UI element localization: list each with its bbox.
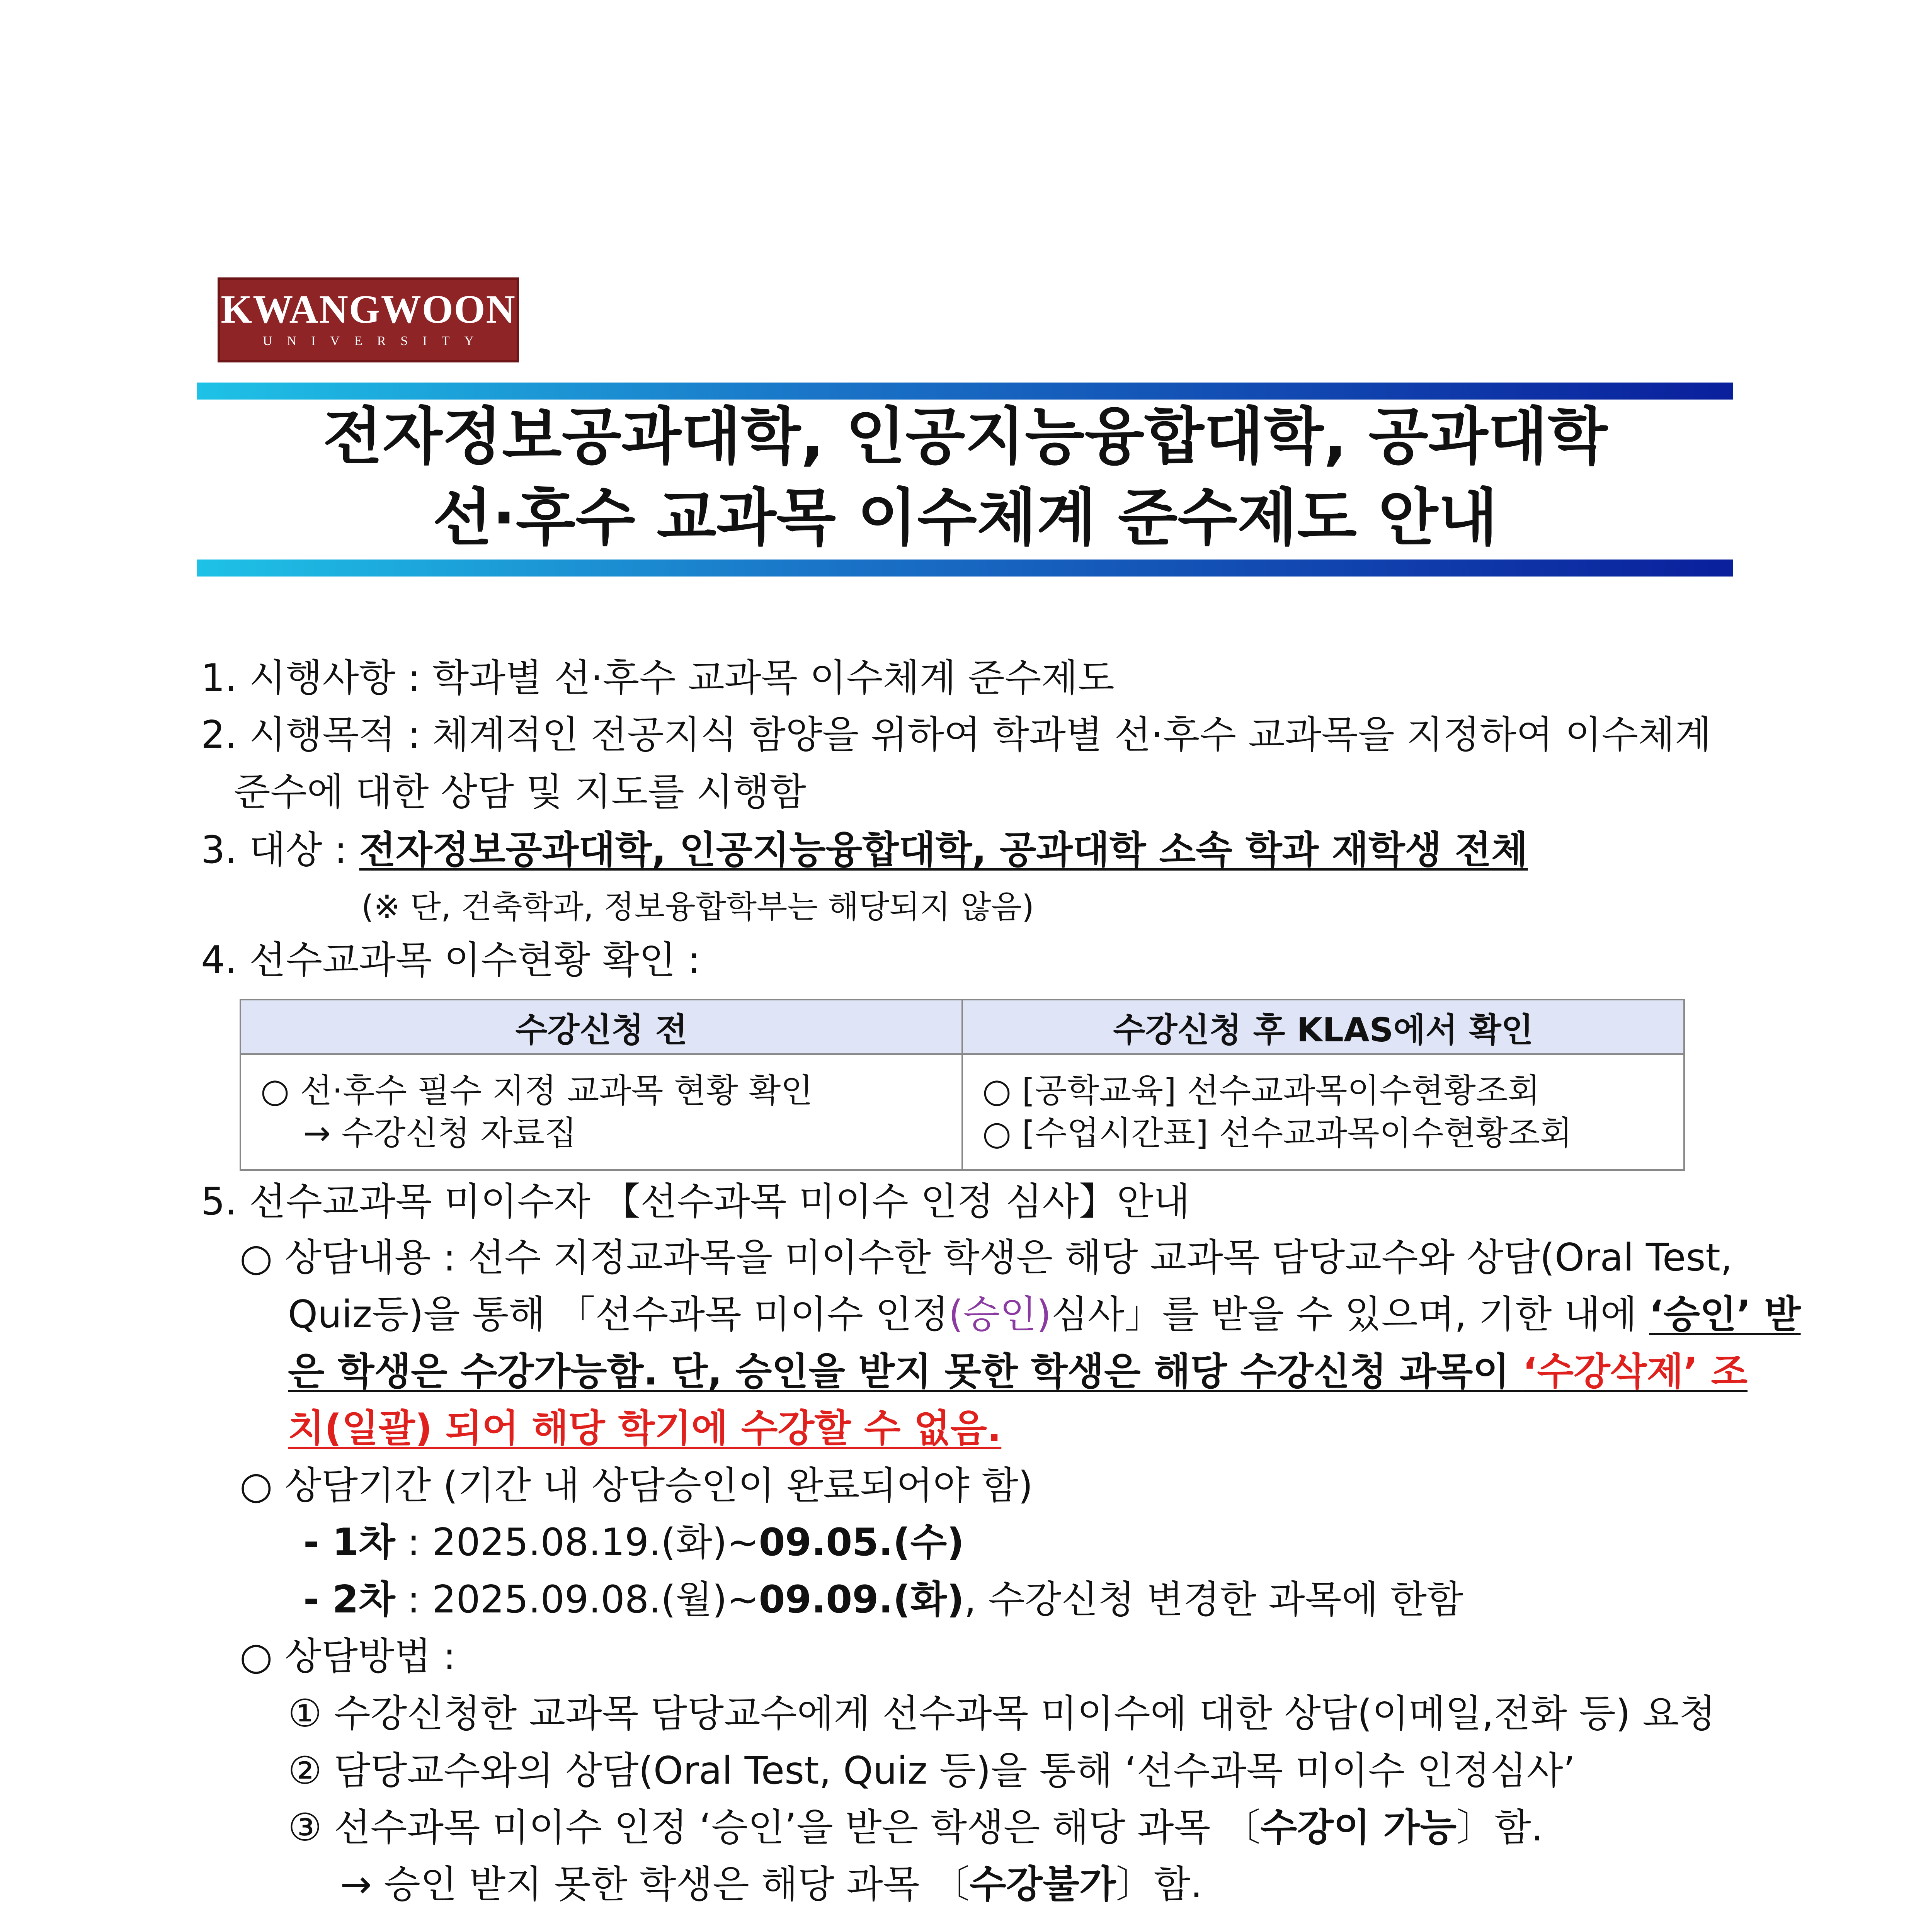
section-5-heading: 5. 선수교과목 미이수자 【선수과목 미이수 인정 심사】안내 <box>201 1180 1190 1224</box>
period-1 <box>303 1517 964 1568</box>
consult-warning: 은 학생은 수강가능함. 단, 승인을 받지 못한 학생은 해당 수강신청 과목이 <box>288 1350 1523 1394</box>
method-step-4-text: → 승인 받지 못한 학생은 해당 과목 〔 <box>340 1862 970 1906</box>
consult-line-4: 치(일괄) 되어 해당 학기에 수강할 수 없음. <box>288 1406 1002 1451</box>
method-step-3-end: 〕함. <box>1457 1806 1543 1850</box>
title-line-1: 전자정보공과대학, 인공지능융합대학, 공과대학 <box>323 400 1608 473</box>
item-3-note: (※ 단, 건축학과, 정보융합학부는 해당되지 않음) <box>361 889 1034 925</box>
enrollment-check-table <box>240 999 1685 1171</box>
item-3 <box>201 825 1528 875</box>
item-3-target: 전자정보공과대학, 인공지능융합대학, 공과대학 소속 학과 재학생 전체 <box>359 828 1528 872</box>
consult-text-2: 심사」를 받을 수 있으며, 기한 내에 <box>1051 1293 1649 1337</box>
method-step-3 <box>288 1803 1543 1853</box>
approval-emphasis: ‘승인’ 받 <box>1649 1293 1801 1337</box>
table-after-line-2: ○ [수업시간표] 선수교과목이수현황조회 <box>982 1114 1572 1153</box>
table-cell-before <box>240 1054 962 1170</box>
consult-line-2 <box>288 1289 1801 1340</box>
period-1-end: 09.05.(수) <box>759 1520 964 1565</box>
period-1-label: - 1차 <box>303 1520 395 1565</box>
period-heading: ○ 상담기간 (기간 내 상담승인이 완료되어야 함) <box>240 1464 1033 1508</box>
period-2-end: 09.09.(화) <box>759 1578 964 1622</box>
logo-sub-text: UNIVERSITY <box>263 334 488 348</box>
item-1: 1. 시행사항 : 학과별 선·후수 교과목 이수체계 준수제도 <box>201 656 1115 700</box>
consult-text: Quiz등)을 통해 「선수과목 미이수 인정 <box>288 1293 949 1337</box>
enroll-possible: 수강이 가능 <box>1260 1806 1457 1850</box>
method-step-2: ② 담당교수와의 상담(Oral Test, Quiz 등)을 통해 ‘선수과목 미이수 인정심사’ <box>288 1749 1576 1793</box>
item-2-line-2: 준수에 대한 상담 및 지도를 시행함 <box>234 770 807 814</box>
method-step-3-text: ③ 선수과목 미이수 인정 ‘승인’을 받은 학생은 해당 과목 〔 <box>288 1806 1261 1850</box>
item-2-line-1: 2. 시행목적 : 체계적인 전공지식 함양을 위하여 학과별 선·후수 교과목을 지정하여 이수체계 <box>201 713 1712 757</box>
table-header-before: 수강신청 전 <box>240 1000 962 1054</box>
consult-line-3 <box>288 1347 1748 1397</box>
period-2 <box>303 1575 1463 1625</box>
title-bottom-bar <box>197 560 1733 577</box>
table-before-line-1: ○ 선·후수 필수 지정 교과목 현황 확인 <box>260 1071 813 1110</box>
item-4: 4. 선수교과목 이수현황 확인 : <box>201 938 701 982</box>
method-step-4 <box>340 1859 1202 1910</box>
period-2-label: - 2차 <box>303 1578 395 1622</box>
period-2-note: , 수강신청 변경한 과목에 한함 <box>964 1578 1463 1622</box>
item-3-prefix: 3. 대상 : <box>201 828 359 872</box>
title-line-2: 선·후수 교과목 이수체계 준수제도 안내 <box>432 481 1498 554</box>
approval-word: (승인) <box>948 1293 1052 1337</box>
method-step-1: ① 수강신청한 교과목 담당교수에게 선수과목 미이수에 대한 상담(이메일,전화 등) 요청 <box>288 1692 1716 1736</box>
university-logo <box>218 277 519 362</box>
table-cell-after <box>962 1054 1684 1170</box>
logo-main-text: KWANGWOON <box>221 287 516 332</box>
course-deletion-emphasis: ‘수강삭제’ 조 <box>1523 1350 1748 1394</box>
table-before-line-2: → 수강신청 자료집 <box>303 1114 577 1153</box>
period-1-start: : 2025.08.19.(화)~ <box>395 1520 759 1565</box>
table-after-line-1: ○ [공학교육] 선수교과목이수현황조회 <box>982 1071 1540 1110</box>
method-heading: ○ 상담방법 : <box>240 1634 456 1679</box>
consult-line-1: ○ 상담내용 : 선수 지정교과목을 미이수한 학생은 해당 교과목 담당교수와 상담(Oral Test, <box>240 1236 1732 1280</box>
title-top-bar <box>197 383 1733 400</box>
method-step-4-end: 〕함. <box>1116 1862 1203 1906</box>
enroll-impossible: 수강불가 <box>969 1862 1116 1906</box>
table-header-after: 수강신청 후 KLAS에서 확인 <box>962 1000 1684 1054</box>
period-2-start: : 2025.09.08.(월)~ <box>395 1578 759 1622</box>
